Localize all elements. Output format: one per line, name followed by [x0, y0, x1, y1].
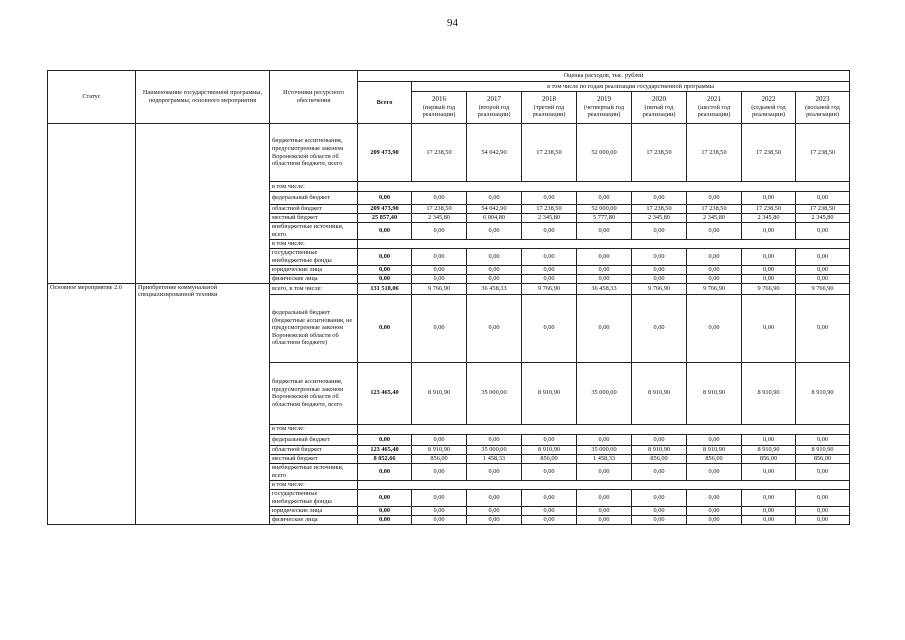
- source-label: в том числе:: [270, 240, 358, 249]
- total-cell: 0,00: [358, 463, 412, 480]
- year-value-cell: 35 000,00: [467, 445, 522, 454]
- total-cell: 131 518,06: [358, 283, 412, 294]
- year-value-cell: 8 910,90: [687, 445, 742, 454]
- year-label: 2016: [432, 95, 446, 104]
- source-label: федеральный бюджет: [270, 434, 358, 445]
- year-value-cell: 0,00: [796, 506, 850, 515]
- year-value-cell: 0,00: [742, 275, 796, 284]
- year-value-cell: 0,00: [412, 463, 467, 480]
- year-label: 2021: [707, 95, 721, 104]
- year-value-cell: 8 910,90: [522, 362, 577, 424]
- year-value-cell: 54 042,90: [467, 124, 522, 182]
- year-value-cell: 0,00: [577, 463, 632, 480]
- year-label: 2018: [542, 95, 556, 104]
- year-value-cell: 0,00: [467, 223, 522, 240]
- year-value-cell: 0,00: [412, 506, 467, 515]
- source-label: федеральный бюджет (бюджетные ассигнования, не предусмотренные законом Воронежской области об областном бюджете): [270, 294, 358, 362]
- year-value-cell: 0,00: [467, 434, 522, 445]
- year-value-cell: 0,00: [577, 266, 632, 275]
- year-value-cell: 8 910,90: [632, 445, 687, 454]
- header-year-2022: [742, 92, 796, 124]
- year-value-cell: 0,00: [577, 515, 632, 524]
- year-value-cell: 856,00: [522, 454, 577, 463]
- header-year-2023: [796, 92, 850, 124]
- year-note: (четвертый год реализации): [583, 103, 625, 119]
- year-value-cell: 17 238,50: [742, 205, 796, 214]
- year-value-cell: 0,00: [796, 489, 850, 506]
- year-value-cell: 2 345,80: [742, 214, 796, 223]
- year-value-cell: 8 910,90: [522, 445, 577, 454]
- total-cell: 0,00: [358, 515, 412, 524]
- year-value-cell: 0,00: [522, 434, 577, 445]
- source-label: внебюджетные источники, всего: [270, 463, 358, 480]
- year-value-cell: 0,00: [742, 489, 796, 506]
- year-value-cell: 2 345,80: [412, 214, 467, 223]
- year-value-cell: 8 910,90: [412, 445, 467, 454]
- source-label: физические лица: [270, 515, 358, 524]
- year-value-cell: 0,00: [412, 249, 467, 266]
- year-value-cell: 9 766,90: [796, 283, 850, 294]
- year-value-cell: 0,00: [687, 192, 742, 205]
- year-value-cell: 0,00: [742, 434, 796, 445]
- expenditure-table: [47, 70, 850, 525]
- year-value-cell: 17 238,50: [632, 124, 687, 182]
- year-value-cell: 0,00: [796, 249, 850, 266]
- empty-cell: [358, 424, 850, 434]
- year-value-cell: 8 910,90: [632, 362, 687, 424]
- year-label: 2020: [652, 95, 666, 104]
- year-value-cell: 0,00: [742, 294, 796, 362]
- year-value-cell: 9 766,90: [412, 283, 467, 294]
- year-value-cell: 0,00: [577, 223, 632, 240]
- year-value-cell: 0,00: [796, 463, 850, 480]
- source-label: юридические лица: [270, 266, 358, 275]
- year-value-cell: 6 004,80: [467, 214, 522, 223]
- source-label: в том числе:: [270, 424, 358, 434]
- total-cell: 123 465,40: [358, 362, 412, 424]
- total-cell: 209 473,90: [358, 124, 412, 182]
- year-value-cell: 0,00: [522, 506, 577, 515]
- year-value-cell: 0,00: [577, 434, 632, 445]
- year-value-cell: 54 042,90: [467, 205, 522, 214]
- year-value-cell: 0,00: [687, 434, 742, 445]
- year-value-cell: 9 766,90: [632, 283, 687, 294]
- year-value-cell: 0,00: [687, 275, 742, 284]
- year-value-cell: 0,00: [687, 249, 742, 266]
- year-value-cell: 0,00: [687, 223, 742, 240]
- year-value-cell: 0,00: [522, 515, 577, 524]
- year-value-cell: 856,00: [796, 454, 850, 463]
- year-value-cell: 0,00: [632, 294, 687, 362]
- header-year-2017: [467, 92, 522, 124]
- year-value-cell: 0,00: [796, 294, 850, 362]
- year-value-cell: 0,00: [742, 266, 796, 275]
- total-cell: 0,00: [358, 294, 412, 362]
- empty-cell: [358, 240, 850, 249]
- year-note: (второй год реализации): [477, 103, 511, 119]
- year-note: (седьмой год реализации): [751, 103, 786, 119]
- header-source: Источники ресурсного обеспечения: [270, 71, 358, 124]
- year-value-cell: 0,00: [796, 192, 850, 205]
- header-name: Наименование государственной программы, подпрограммы, основного мероприятия: [136, 71, 270, 124]
- year-value-cell: 17 238,50: [687, 205, 742, 214]
- year-value-cell: 0,00: [742, 463, 796, 480]
- header-total: Всего: [358, 82, 412, 124]
- year-value-cell: 0,00: [632, 463, 687, 480]
- total-cell: 0,00: [358, 434, 412, 445]
- year-value-cell: 0,00: [412, 294, 467, 362]
- source-label: всего, в том числе:: [270, 283, 358, 294]
- year-value-cell: 17 238,50: [687, 124, 742, 182]
- year-value-cell: 0,00: [522, 249, 577, 266]
- year-value-cell: 0,00: [412, 489, 467, 506]
- year-value-cell: 0,00: [796, 275, 850, 284]
- year-value-cell: 0,00: [522, 294, 577, 362]
- year-value-cell: 0,00: [632, 192, 687, 205]
- year-value-cell: 0,00: [742, 192, 796, 205]
- year-value-cell: 0,00: [687, 489, 742, 506]
- year-value-cell: 17 238,50: [742, 124, 796, 182]
- year-value-cell: 856,00: [632, 454, 687, 463]
- header-estimate: Оценка расходов, тыс. рублей: [358, 71, 850, 82]
- year-value-cell: 856,00: [742, 454, 796, 463]
- year-value-cell: 0,00: [522, 275, 577, 284]
- year-value-cell: 2 345,80: [796, 214, 850, 223]
- year-value-cell: 1 458,33: [467, 454, 522, 463]
- year-value-cell: 0,00: [577, 275, 632, 284]
- total-cell: 209 473,90: [358, 205, 412, 214]
- year-value-cell: 0,00: [742, 515, 796, 524]
- year-value-cell: 9 766,90: [687, 283, 742, 294]
- year-value-cell: 0,00: [632, 275, 687, 284]
- year-value-cell: 0,00: [412, 434, 467, 445]
- year-value-cell: 0,00: [467, 489, 522, 506]
- year-value-cell: 5 777,80: [577, 214, 632, 223]
- year-value-cell: 17 238,50: [796, 205, 850, 214]
- year-value-cell: 0,00: [687, 506, 742, 515]
- year-value-cell: 856,00: [687, 454, 742, 463]
- total-cell: 123 465,40: [358, 445, 412, 454]
- year-value-cell: 36 458,33: [467, 283, 522, 294]
- year-value-cell: 0,00: [467, 515, 522, 524]
- year-label: 2017: [487, 95, 501, 104]
- source-label: государственные внебюджетные фонды: [270, 249, 358, 266]
- table-row: [48, 283, 850, 294]
- year-value-cell: 0,00: [632, 434, 687, 445]
- total-cell: 0,00: [358, 506, 412, 515]
- year-value-cell: 0,00: [467, 275, 522, 284]
- empty-cell: [358, 182, 850, 192]
- year-value-cell: 0,00: [412, 223, 467, 240]
- year-value-cell: 1 458,33: [577, 454, 632, 463]
- year-value-cell: 0,00: [632, 515, 687, 524]
- year-value-cell: 35 000,00: [577, 362, 632, 424]
- year-value-cell: 0,00: [577, 249, 632, 266]
- year-value-cell: 0,00: [467, 192, 522, 205]
- year-value-cell: 36 458,33: [577, 283, 632, 294]
- year-value-cell: 35 000,00: [577, 445, 632, 454]
- year-note: (третий год реализации): [532, 103, 566, 119]
- year-value-cell: 0,00: [412, 275, 467, 284]
- year-value-cell: 0,00: [577, 192, 632, 205]
- year-value-cell: 35 000,00: [467, 362, 522, 424]
- year-value-cell: 17 238,50: [632, 205, 687, 214]
- year-value-cell: 8 910,90: [742, 445, 796, 454]
- year-value-cell: 8 910,90: [796, 445, 850, 454]
- header-year-2018: [522, 92, 577, 124]
- year-value-cell: 0,00: [467, 249, 522, 266]
- year-value-cell: 0,00: [687, 294, 742, 362]
- year-value-cell: 17 238,50: [412, 124, 467, 182]
- year-value-cell: 0,00: [796, 266, 850, 275]
- header-year-2016: [412, 92, 467, 124]
- year-value-cell: 0,00: [796, 434, 850, 445]
- year-value-cell: 0,00: [577, 489, 632, 506]
- year-value-cell: 0,00: [742, 223, 796, 240]
- year-value-cell: 2 345,80: [522, 214, 577, 223]
- year-value-cell: 8 910,90: [412, 362, 467, 424]
- year-value-cell: 0,00: [412, 515, 467, 524]
- total-cell: 8 052,66: [358, 454, 412, 463]
- year-value-cell: 2 345,80: [687, 214, 742, 223]
- year-value-cell: 0,00: [632, 266, 687, 275]
- source-label: местный бюджет: [270, 214, 358, 223]
- year-value-cell: 0,00: [742, 249, 796, 266]
- year-value-cell: 0,00: [632, 249, 687, 266]
- empty-cell: [358, 480, 850, 489]
- status-cell-empty: [48, 124, 136, 284]
- source-label: юридические лица: [270, 506, 358, 515]
- total-cell: 0,00: [358, 249, 412, 266]
- year-value-cell: 0,00: [632, 489, 687, 506]
- year-value-cell: 0,00: [467, 266, 522, 275]
- header-year-2020: [632, 92, 687, 124]
- source-label: в том числе:: [270, 182, 358, 192]
- year-value-cell: 0,00: [522, 489, 577, 506]
- year-value-cell: 0,00: [467, 294, 522, 362]
- year-value-cell: 9 766,90: [522, 283, 577, 294]
- source-label: областной бюджет: [270, 205, 358, 214]
- total-cell: 0,00: [358, 192, 412, 205]
- total-cell: 0,00: [358, 275, 412, 284]
- year-label: 2019: [597, 95, 611, 104]
- table-row: [48, 124, 850, 182]
- total-cell: 0,00: [358, 223, 412, 240]
- source-label: внебюджетные источники, всего: [270, 223, 358, 240]
- year-value-cell: 17 238,50: [522, 205, 577, 214]
- year-value-cell: 0,00: [522, 192, 577, 205]
- year-value-cell: 0,00: [522, 223, 577, 240]
- year-value-cell: 17 238,50: [412, 205, 467, 214]
- total-cell: 25 857,40: [358, 214, 412, 223]
- year-value-cell: 8 910,90: [742, 362, 796, 424]
- header-year-2019: [577, 92, 632, 124]
- source-label: физические лица: [270, 275, 358, 284]
- year-value-cell: 9 766,90: [742, 283, 796, 294]
- total-cell: 0,00: [358, 266, 412, 275]
- year-value-cell: 0,00: [522, 463, 577, 480]
- status-cell: Основное мероприятие 2.6: [48, 283, 136, 524]
- year-value-cell: 17 238,50: [796, 124, 850, 182]
- year-value-cell: 0,00: [796, 515, 850, 524]
- year-note: (пятый год реализации): [642, 103, 676, 119]
- year-note: (шестой год реализации): [697, 103, 731, 119]
- year-value-cell: 17 238,50: [522, 124, 577, 182]
- year-value-cell: 0,00: [412, 192, 467, 205]
- measure-name-cell: Приобретение коммунальной специализированной техники: [136, 283, 270, 524]
- source-label: федеральный бюджет: [270, 192, 358, 205]
- source-label: местный бюджет: [270, 454, 358, 463]
- year-value-cell: 2 345,80: [632, 214, 687, 223]
- header-year-2021: [687, 92, 742, 124]
- year-note: (восьмой год реализации): [805, 103, 840, 119]
- year-label: 2022: [761, 95, 776, 104]
- year-value-cell: 8 910,90: [796, 362, 850, 424]
- year-value-cell: 0,00: [577, 294, 632, 362]
- year-value-cell: 0,00: [577, 506, 632, 515]
- year-value-cell: 52 000,00: [577, 124, 632, 182]
- source-label: бюджетные ассигнования, предусмотренные законом Воронежской области об областном бюджете, всего: [270, 362, 358, 424]
- year-value-cell: 0,00: [687, 463, 742, 480]
- header-status: Статус: [48, 71, 136, 124]
- year-value-cell: 0,00: [412, 266, 467, 275]
- year-value-cell: 0,00: [522, 266, 577, 275]
- year-label: 2023: [815, 95, 830, 104]
- year-value-cell: 0,00: [796, 223, 850, 240]
- year-value-cell: 0,00: [687, 266, 742, 275]
- measure-name-cell-empty: [136, 124, 270, 284]
- year-value-cell: 0,00: [687, 515, 742, 524]
- year-value-cell: 0,00: [467, 506, 522, 515]
- year-value-cell: 0,00: [742, 506, 796, 515]
- source-label: областной бюджет: [270, 445, 358, 454]
- header-by-years: в том числе по годам реализации государственной программы: [412, 82, 850, 92]
- year-value-cell: 0,00: [632, 506, 687, 515]
- year-value-cell: 0,00: [467, 463, 522, 480]
- source-label: государственные внебюджетные фонды: [270, 489, 358, 506]
- year-value-cell: 52 000,00: [577, 205, 632, 214]
- year-value-cell: 856,00: [412, 454, 467, 463]
- year-note: (первый год реализации): [422, 103, 456, 119]
- year-value-cell: 8 910,90: [687, 362, 742, 424]
- source-label: в том числе:: [270, 480, 358, 489]
- page-number: 94: [447, 17, 458, 29]
- year-value-cell: 0,00: [632, 223, 687, 240]
- total-cell: 0,00: [358, 489, 412, 506]
- source-label: бюджетные ассигнования, предусмотренные законом Воронежской области об областном бюджете, всего: [270, 124, 358, 182]
